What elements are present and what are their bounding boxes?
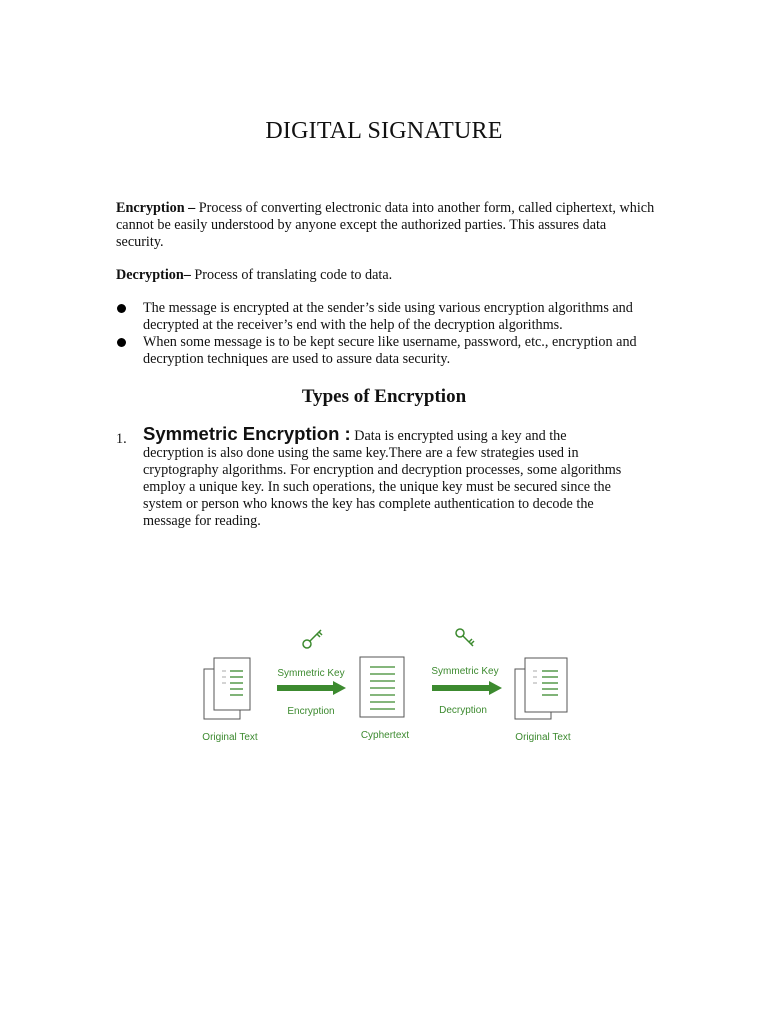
bullet-dot-icon xyxy=(117,338,126,347)
item-body xyxy=(143,425,626,530)
bullet-item xyxy=(116,334,661,368)
left-doc-label: Original Text xyxy=(202,732,258,743)
bullet-dot-icon xyxy=(117,304,126,313)
bullet-text: The message is encrypted at the sender’s side using various encryption algorithms and decrypted at the receiver’s end with the help of the decryption algorithms. xyxy=(143,300,633,333)
decryption-term: Decryption– xyxy=(116,267,191,283)
arrow1-bottom-label: Encryption xyxy=(287,706,335,717)
decryption-definition xyxy=(116,267,656,284)
bullet-text: When some message is to be kept secure like username, password, etc., encryption and decryption techniques are used to assure data security. xyxy=(143,334,637,367)
original-text-document-icon xyxy=(515,658,567,719)
item-heading: Symmetric Encryption : xyxy=(143,423,351,444)
original-text-document-icon xyxy=(204,658,250,719)
arrow2-top-label: Symmetric Key xyxy=(431,666,499,677)
key-icon xyxy=(303,630,322,648)
key-icon xyxy=(456,629,474,646)
bullet-item xyxy=(116,300,661,334)
page-title: DIGITAL SIGNATURE xyxy=(265,118,503,144)
numbered-item xyxy=(116,425,626,530)
middle-doc-label: Cyphertext xyxy=(360,730,410,741)
bullet-list xyxy=(116,300,661,368)
item-text: Data is encrypted using a key and the decryption is also done using the same key.There are a few strategies used in cryptography algorithms. For encryption and decryption processes, some algorithms employ a unique key. In such operations, the unique key must be secured since the system or person who knows the key has complete authentication to decode the message for reading. xyxy=(143,428,622,529)
decryption-text: Process of translating code to data. xyxy=(190,267,393,283)
arrow1-top-label: Symmetric Key xyxy=(277,668,345,679)
item-number: 1. xyxy=(116,431,127,447)
encryption-arrow-icon xyxy=(277,681,346,695)
section-heading: Types of Encryption xyxy=(301,386,467,407)
decryption-arrow-icon xyxy=(432,681,502,695)
encryption-definition xyxy=(116,200,656,251)
cyphertext-document-icon xyxy=(360,657,404,717)
encryption-text: Process of converting electronic data into another form, called ciphertext, which cannot be easily understood by anyone except the authorized parties. This assures data security. xyxy=(116,200,655,250)
encryption-term: Encryption – xyxy=(116,200,196,216)
right-doc-label: Original Text xyxy=(515,732,571,743)
arrow2-bottom-label: Decryption xyxy=(439,705,487,716)
symmetric-encryption-diagram xyxy=(190,615,590,755)
